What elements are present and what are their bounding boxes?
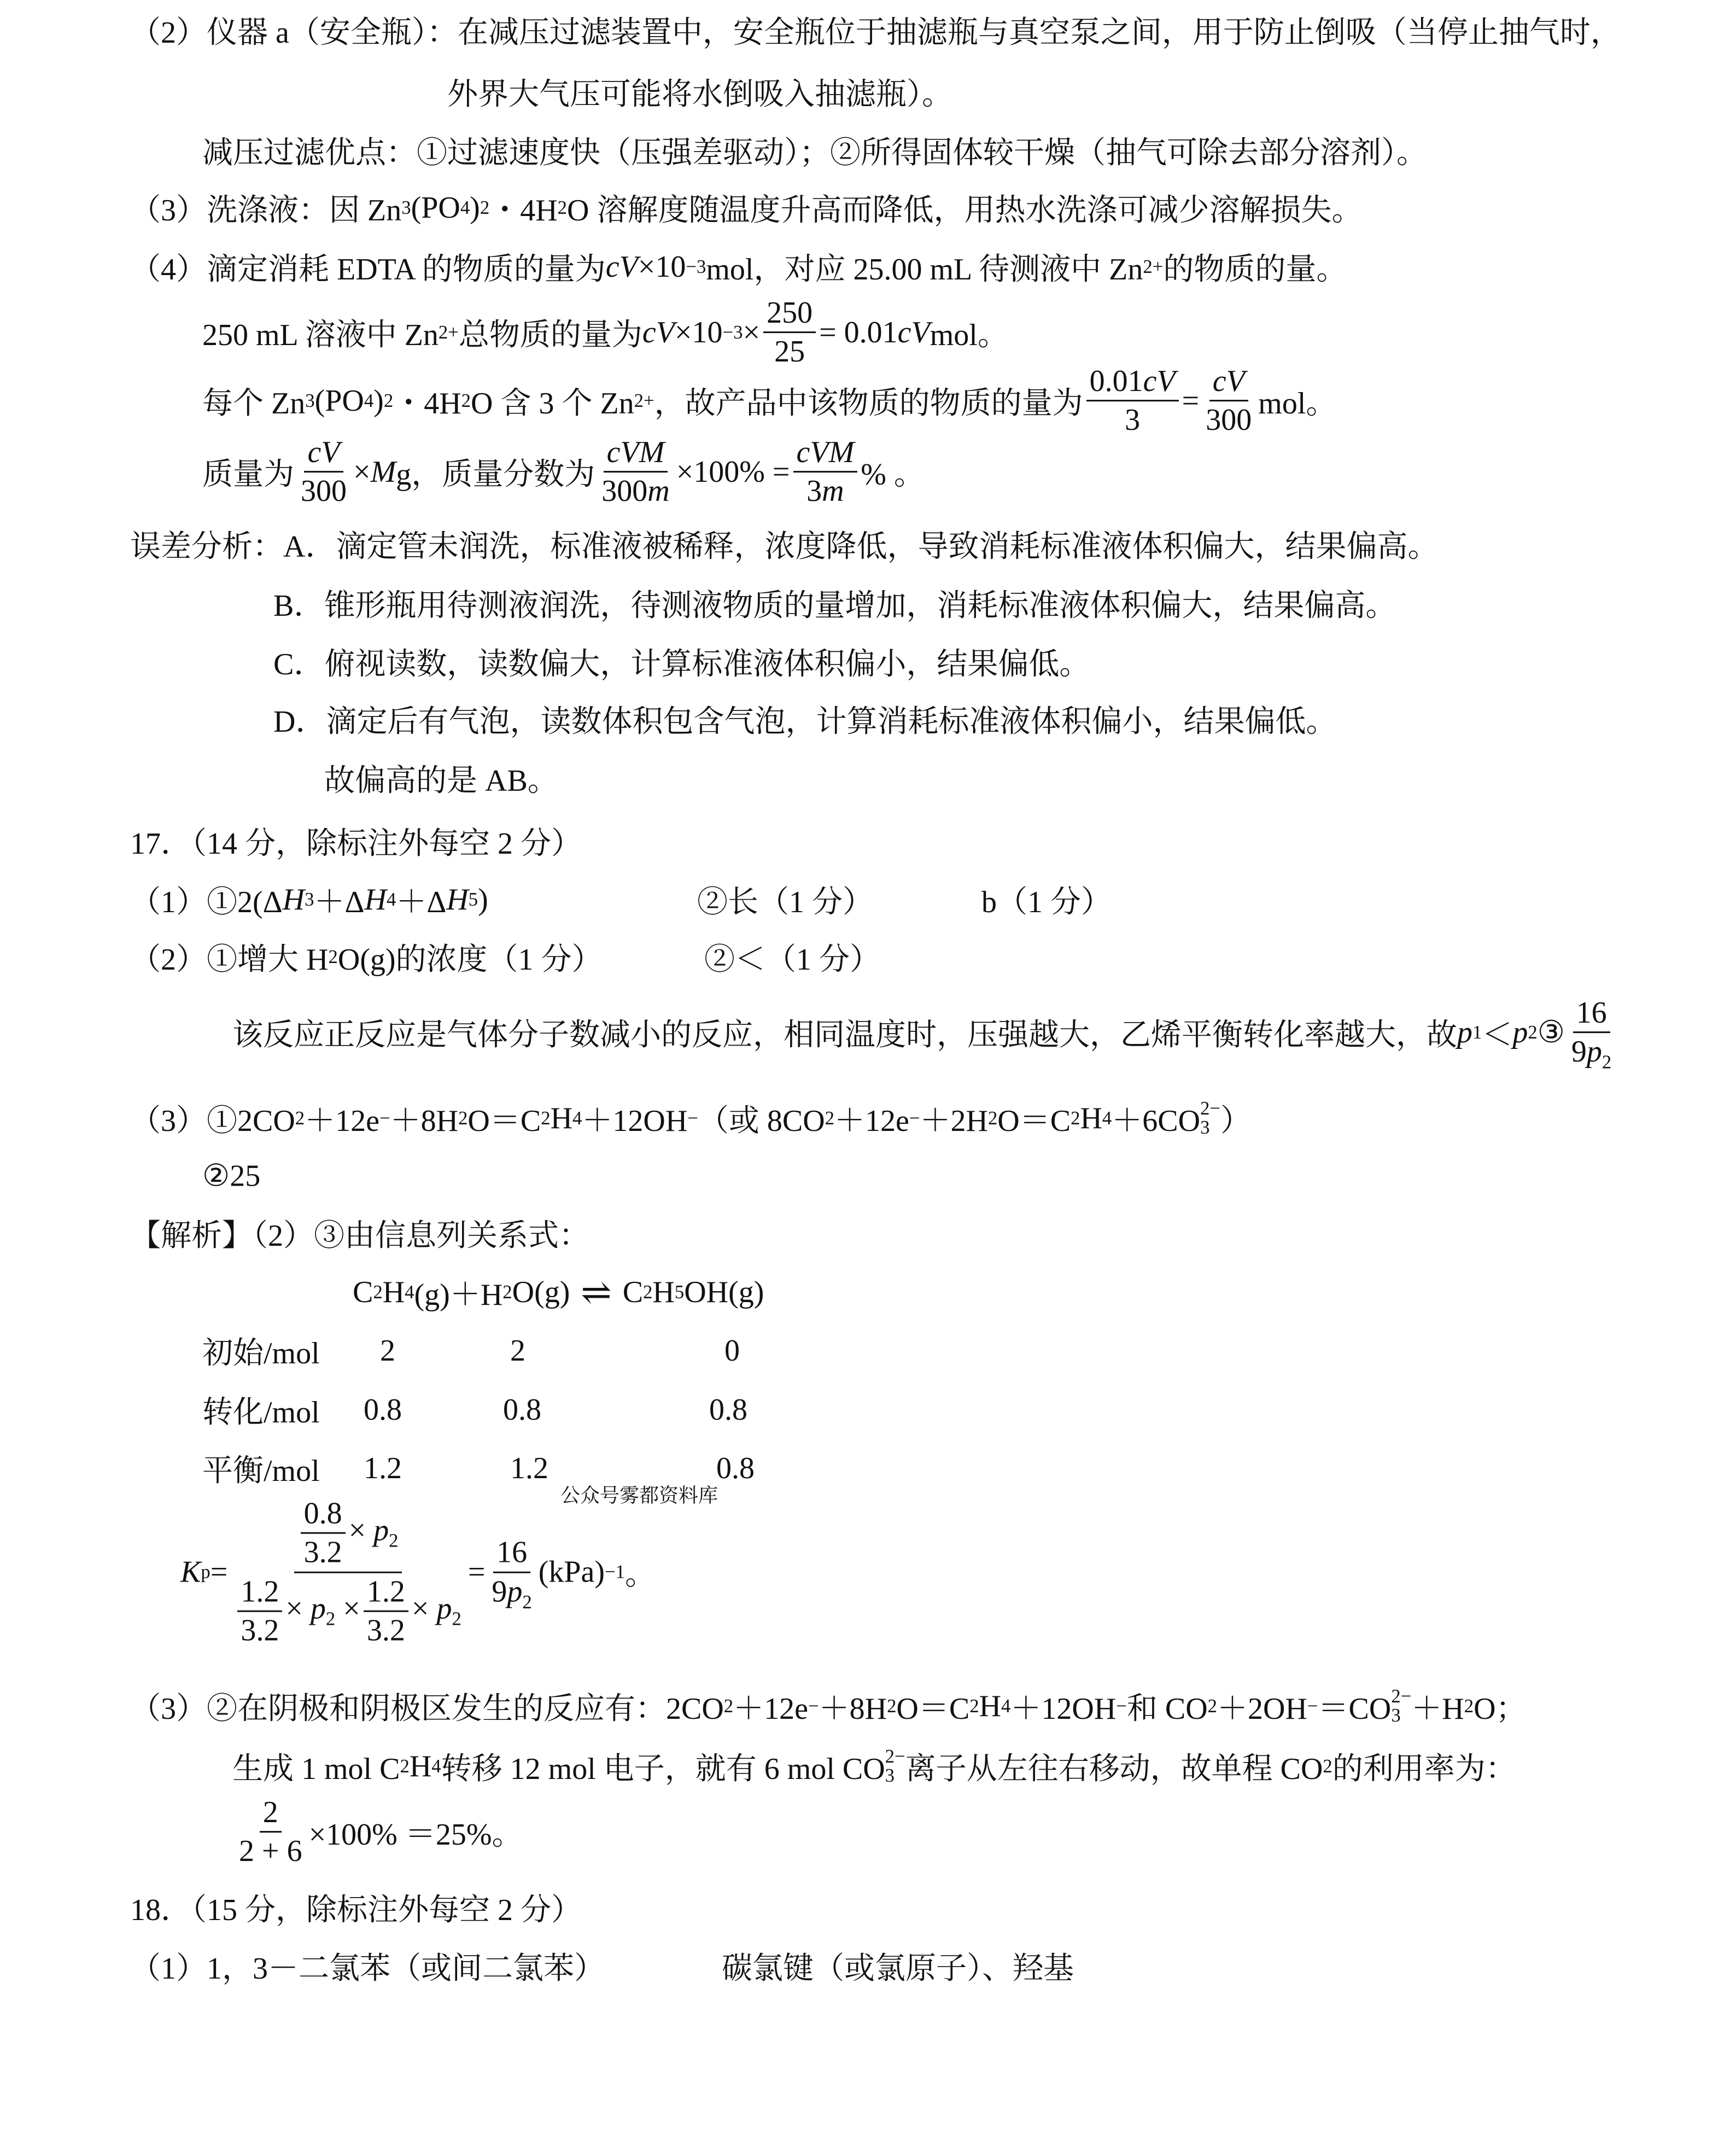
math-variable: m [822,474,844,509]
error-analysis-c [273,640,1090,684]
text-run: （3）①2CO [130,1104,295,1138]
text-run: g，质量分数为 [396,458,595,492]
text-run: ＋12e [834,1104,909,1138]
math-variable: cVM [606,435,665,470]
text-run: 16 [496,1536,528,1570]
text-run: 生成 1 mol C [232,1752,400,1786]
text-run: 0.8 [303,1496,342,1531]
answer-18-1-a [130,1944,605,1988]
text-run: 0.01 [1089,364,1143,399]
text-run: 9 [1571,1035,1587,1069]
text-run: C [622,1275,644,1309]
text-run: 和 CO [1126,1692,1208,1726]
text-run: O＝C [896,1692,970,1726]
math-variable: H [446,883,469,917]
text-run: (PO [411,191,460,225]
numerator [237,1574,282,1612]
fraction [237,1574,282,1649]
denominator [301,1534,346,1570]
numerator [1209,364,1248,401]
text-run: 250 [767,296,813,330]
text-run: （3）洗涤液：因 Zn [130,194,402,227]
text-run: (PO [314,384,364,418]
numerator [301,1496,346,1534]
math-variable: cV [897,316,930,349]
text-run: ） [1220,1104,1252,1138]
ice-cell: 2 [510,1334,525,1368]
denominator [488,1573,535,1613]
utilization-explanation: 生成 1 mol C 2 H 4 转移 12 mol 电子，就有 6 mol CO 2− 3 离子从左往右移动，故单程 CO 2 的利用率为： [232,1745,1516,1788]
question-17-heading [130,819,582,863]
fraction [488,1535,535,1613]
text-run: 25 [774,335,805,369]
text-run: 。 [625,1558,656,1592]
math-variable: p [1512,1016,1528,1049]
text-run: ②＜（1 分） [704,943,880,977]
math-variable: cV [1212,364,1245,399]
text-run: O(g)的浓度（1 分） [337,943,603,977]
text-run: ) [470,191,480,225]
text-run: % 。 [861,458,925,492]
error-analysis-b [273,581,1396,625]
text-run: × [353,455,371,489]
text-run: ＜ [1482,1018,1513,1052]
math-variable: p [507,1574,523,1609]
vacuum-filtration-advantages [202,129,1427,172]
text-run: 2 [262,1795,278,1830]
text-run: （3）②在阴极和阴极区发生的反应有：2CO [130,1692,724,1726]
text-run: 的利用率为： [1332,1752,1516,1786]
text-run: 18．（15 分，除标注外每空 2 分） [130,1893,582,1927]
math-variable: H [282,883,305,917]
text-run: 300 [601,474,648,509]
denominator [297,473,350,509]
error-analysis-a [130,522,1438,566]
subscript: 2 [325,1608,336,1630]
math-variable: p [310,1591,326,1626]
ice-cell: 0.8 [503,1393,541,1427]
text-run: C [353,1275,373,1309]
error-analysis-conclusion [324,756,558,800]
answer-17-2-b [704,935,880,979]
text-run: mol。 [1258,387,1337,421]
answer-17-3-b [202,1158,260,1194]
denominator [803,473,847,509]
math-variable: K [180,1555,201,1589]
answer-17-2-a: （2）①增大 H 2 O(g)的浓度（1 分） [130,935,603,979]
numerator [260,1795,282,1833]
answer-17-1-a: （1）①2(Δ H 3 ＋Δ H 4 ＋Δ H 5 ) [130,878,488,921]
text-run: O＝C [467,1104,541,1138]
math-variable: M [370,455,396,489]
numerator [763,295,816,333]
text-run: 碳氯键（或氯原子）、羟基 [722,1952,1074,1986]
text-run: 故偏高的是 AB。 [324,764,558,798]
answer-16-2-continued [447,70,952,114]
text-run: ×10 [638,250,686,284]
math-variable: cV [642,316,675,349]
denominator [598,473,673,509]
text-run: H [550,1101,573,1135]
ice-cell: 1.2 [510,1451,548,1485]
fraction [1568,995,1615,1073]
sub-superscript [1391,1687,1411,1725]
ice-row-label: 转化/mol [202,1396,320,1430]
text-run: ＋2OH [1217,1692,1307,1726]
denominator [1121,402,1143,438]
text-run: C．俯视读数，读数偏大，计算标准液体积偏小，结果偏低。 [273,647,1090,681]
text-run: 250 mL 溶液中 Zn [202,318,439,352]
text-run: H [1080,1101,1102,1135]
text-run: 【解析】（2）③由信息列关系式： [130,1219,589,1253]
text-run: O 含 3 个 Zn [471,387,634,421]
utilization-calc [232,1795,522,1869]
text-run: mol，对应 25.00 mL 待测液中 Zn [706,253,1143,287]
text-run: ＋12OH [582,1104,688,1138]
text-run: (kPa) [538,1555,605,1589]
fraction [1086,364,1179,438]
fraction [364,1574,408,1649]
text-run: = [467,1555,486,1589]
text-run: 9 [492,1574,507,1609]
text-run: ×10 [674,316,723,349]
text-run: ＋Δ [314,885,365,919]
math-variable: p [373,1513,389,1548]
text-run: ×100% ＝25%。 [308,1818,523,1852]
answer-16-3: （3）洗涤液：因 Zn 3 (PO 4 ) 2 ・4H 2 O 溶解度随温度升高而降低，用热水洗涤可减少溶解损失。 [130,186,1362,230]
text-run: ×100% = [676,455,790,489]
text-run: 减压过滤优点：①过滤速度快（压强差驱动）；②所得固体较干燥（抽气可除去部分溶剂）。 [202,136,1427,170]
kp-formula: K p = $\frac{0.8}{3.2}$ × $p_2$ $\frac{1.2}{3.2}$ × $p_2$ × $\frac{1.2}{3.2}$ × $p_2$ = $\frac{16}{9p_2}$ (kPa) −1 。 [180,1496,656,1648]
text-run: （或 8CO [698,1104,825,1138]
calc-mass-fraction [202,435,925,509]
sub-superscript [885,1747,905,1785]
numerator [604,435,668,472]
numerator [364,1574,408,1612]
numerator [1573,995,1610,1033]
math-variable: p [436,1591,452,1626]
ice-cell: 0.8 [709,1393,747,1427]
text-run: (g)＋H [414,1278,503,1312]
fraction [297,435,350,509]
text-run: ＋12e [305,1104,380,1138]
text-run: = [1182,384,1200,418]
subscript: 2 [522,1591,532,1613]
ice-cell: 0.8 [364,1393,402,1427]
calc-total-zn: 250 mL 溶液中 Zn 2+ 总物质的量为 cV ×10 −3 × $\frac{250}{25}$ = 0.01 cV mol。 [202,296,1008,369]
answer-16-4: （4）滴定消耗 EDTA 的物质的量为 cV ×10 −3 mol，对应 25.00 mL 待测液中 Zn 2+ 的物质的量。 [130,245,1347,289]
text-run: 300 [1206,403,1252,437]
text-run: 质量为 [202,458,294,492]
text-run: （1）1，3－二氯苯（或间二氯苯） [130,1952,605,1986]
math-variable: cVM [796,435,855,470]
ice-cell: 0.8 [716,1451,755,1485]
text-run: × [743,316,761,349]
text-run: O； [1474,1692,1527,1726]
text-run: （1）①2(Δ [130,885,283,919]
denominator [231,1573,465,1649]
numerator [294,1496,402,1573]
fraction [763,295,816,370]
math-variable: m [647,474,670,509]
text-run: ＋12e [733,1692,809,1726]
numerator [493,1535,530,1573]
text-run: = [210,1555,228,1589]
math-variable: cV [1143,364,1176,399]
fraction [236,1795,306,1869]
equilibrium-arrow-icon: ⇌ [581,1271,612,1313]
text-run: b（1 分） [981,885,1112,919]
answer-17-2-explanation: 该反应正反应是气体分子数减小的反应，相同温度时，压强越大，乙烯平衡转化率越大，故 p 1 ＜ p 2 ③ $\frac{16}{9p_2}$ [232,995,1618,1070]
text-run: 误差分析：A．滴定管未润洗，标准液被稀释，浓度降低，导致消耗标准液体积偏大，结果偏高。 [130,530,1439,564]
text-run: ＋12OH [1010,1692,1117,1726]
text-run: OH(g) [684,1275,764,1309]
text-run: O 溶解度随温度升高而降低，用热水洗涤可减少溶解损失。 [567,194,1363,227]
ice-cell: 2 [380,1334,395,1368]
denominator [236,1833,306,1869]
denominator [1202,402,1255,438]
answer-17-1-b [697,878,873,921]
text-run: （2）①增大 H [130,943,329,977]
text-run: ・4H [489,194,558,227]
text-run: 1.2 [241,1574,279,1609]
text-run: 1.2 [366,1574,405,1609]
text-run: 3 [806,474,822,509]
text-run: B．锥形瓶用待测液润洗，待测液物质的量增加，消耗标准液体积偏大，结果偏高。 [273,589,1396,623]
math-variable: cV [605,250,638,284]
text-run: H [979,1689,1002,1723]
text-run: 3 [1125,403,1141,437]
denominator [1568,1034,1615,1073]
subscript: 2 [389,1530,399,1551]
question-18-heading [130,1886,582,1929]
fraction [231,1496,465,1649]
text-run: ＋8H [390,1104,459,1138]
text-run: 总物质的量为 [458,318,642,352]
text-run: H [382,1275,405,1309]
text-run: 17．（14 分，除标注外每空 2 分） [130,827,582,861]
text-run: （2）仪器 a（安全瓶）：在减压过滤装置中，安全瓶位于抽滤瓶与真空泵之间，用于防止倒吸（当停止抽气时， [130,16,1621,50]
denominator [237,1612,282,1648]
text-run: ②25 [202,1159,261,1193]
text-run: ＋Δ [396,885,447,919]
math-variable: p [1457,1016,1472,1049]
ice-row-label: 初始/mol [202,1337,320,1370]
numerator [793,435,858,472]
superscript: 2− [885,1746,905,1767]
text-run: ・4H [393,387,461,421]
text-run: 16 [1576,996,1607,1030]
subscript: 2 [452,1608,461,1630]
answer-17-3-2-explanation: （3）②在阴极和阴极区发生的反应有：2CO 2 ＋12e − ＋8H 2 O＝C 2 H 4 ＋12OH − 和 CO 2 ＋2OH − ＝CO 2− 3 ＋H 2 O； [130,1684,1527,1728]
math-variable: H [364,883,387,917]
text-run: H [652,1275,675,1309]
fraction [301,1496,346,1571]
answer-17-3-a: （3）①2CO 2 ＋12e − ＋8H 2 O＝C 2 H 4 ＋12OH − （或 8CO 2 ＋12e − ＋2H 2 O＝C 2 H 4 ＋6CO 2− 3 ） [130,1096,1251,1140]
denominator [364,1612,408,1648]
text-run: 3.2 [303,1536,342,1570]
text-run: O＝C [997,1104,1071,1138]
ice-cell: 1.2 [364,1451,402,1485]
text-run: = 0.01 [819,316,898,349]
text-run: 300 [301,474,347,509]
subscript: 3 [1200,1117,1210,1138]
fraction [598,435,673,509]
text-run: ＋6CO [1112,1104,1201,1138]
answer-18-1-b [722,1944,1074,1988]
text-run: D．滴定后有气泡，读数体积包含气泡，计算消耗标准液体积偏小，结果偏低。 [273,705,1337,739]
subscript: 3 [1391,1705,1401,1726]
numerator [1086,364,1179,401]
text-run: 外界大气压可能将水倒吸入抽滤瓶）。 [447,78,952,112]
text-run: ＋H [1411,1692,1464,1726]
text-run: ) [478,883,488,917]
text-run: 3.2 [241,1613,279,1648]
text-run: mol。 [930,318,1008,352]
text-run: 每个 Zn [202,387,306,421]
analysis-heading [130,1211,589,1255]
text-run: 该反应正反应是气体分子数减小的反应，相同温度时，压强越大，乙烯平衡转化率越大，故 [232,1018,1457,1052]
superscript: 2− [1200,1098,1221,1119]
text-run: H [409,1749,432,1783]
subscript: 3 [885,1765,895,1786]
numerator [304,435,343,472]
text-run: （4）滴定消耗 EDTA 的物质的量为 [130,253,606,287]
fraction [1202,364,1255,438]
math-variable: p [1586,1035,1602,1069]
text-run: × [335,1591,360,1626]
text-run: 2 + 6 [239,1834,302,1869]
text-run: ＋2H [920,1104,988,1138]
reaction-equation: C 2 H 4 (g)＋H 2 O(g) ⇌ C 2 H 5 OH(g) [353,1270,764,1314]
ice-cell: 0 [724,1334,740,1368]
calc-product-moles: 每个 Zn 3 (PO 4 ) 2 ・4H 2 O 含 3 个 Zn 2+ ，故产品中该物质的物质的量为 $\frac{0.01cV}{3}$ = $\frac{cV}{300}$ mol。 [202,364,1337,437]
watermark: 公众号雾都资料库 [560,1484,718,1507]
text-run: 离子从左往右移动，故单程 CO [905,1752,1323,1786]
text-run: ，故产品中该物质的物质的量为 [654,387,1083,421]
math-variable: cV [307,435,340,470]
text-run: 的物质的量。 [1163,253,1347,287]
text-run: ③ [1537,1016,1565,1050]
subscript: 2 [1601,1051,1612,1073]
sub-superscript [1200,1099,1220,1137]
text-run: ②长（1 分） [697,885,873,919]
text-run: 转移 12 mol 电子，就有 6 mol CO [441,1752,885,1786]
error-analysis-d [273,697,1336,741]
text-run: ＋8H [819,1692,887,1726]
text-run: O(g) [512,1275,570,1309]
text-run: × [285,1591,311,1626]
answer-16-2-instrument [130,8,1621,52]
text-run: ) [373,384,384,418]
fraction [793,435,858,509]
answer-17-1-c [981,878,1112,921]
text-run: 3.2 [366,1613,405,1648]
superscript: 2− [1391,1685,1412,1707]
text-run: × [411,1591,437,1626]
text-run: × [348,1513,374,1548]
text-run: ＝CO [1318,1692,1392,1726]
ice-row-label: 平衡/mol [202,1454,320,1488]
